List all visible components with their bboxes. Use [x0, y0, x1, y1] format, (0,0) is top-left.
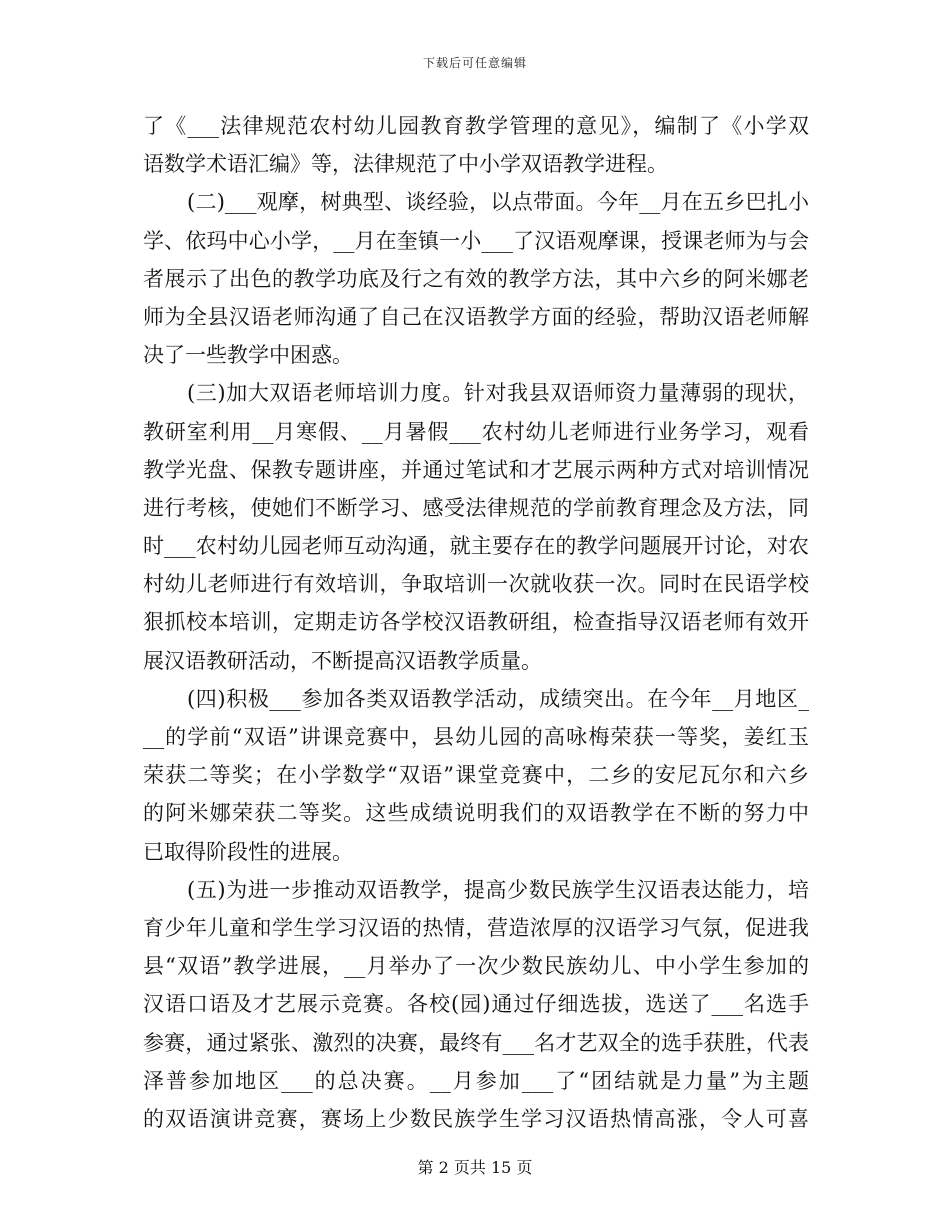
text-line: 的双语演讲竞赛，赛场上少数民族学生学习汉语热情高涨，令人可喜	[143, 1106, 809, 1131]
text-line: 教学光盘、保教专题讲座，并通过笔试和才艺展示两种方式对培训情况	[143, 457, 809, 482]
text-line: 展汉语教研活动，不断提高汉语教学质量。	[143, 648, 542, 673]
text-line: 教研室利用__月寒假、__月暑假___农村幼儿老师进行业务学习，观看	[143, 419, 809, 444]
text-line: 师为全县汉语老师沟通了自己在汉语教学方面的经验，帮助汉语老师解	[143, 304, 809, 329]
text-line: 了《___法律规范农村幼儿园教育教学管理的意见》，编制了《小学双	[143, 114, 809, 138]
text-line: 荣获二等奖；在小学数学“双语”课堂竞赛中，二乡的安尼瓦尔和六乡	[143, 763, 809, 788]
page-footer: 第 2 页共 15 页	[417, 1158, 533, 1177]
text-line: 汉语口语及才艺展示竞赛。各校(园)通过仔细选拔，选送了___名选手	[143, 992, 809, 1017]
paragraph-first-line: (五)为进一步推动双语教学，提高少数民族学生汉语表达能力，培	[187, 877, 809, 902]
text-line: 决了一些教学中困惑。	[143, 343, 353, 368]
document-body	[143, 107, 809, 1138]
text-line: 狠抓校本培训，定期走访各学校汉语教研组，检查指导汉语老师有效开	[143, 610, 809, 635]
paragraph-first-line: (二)___观摩，树典型、谈经验，以点带面。今年__月在五乡巴扎小	[187, 190, 809, 215]
text-line: __的学前“双语”讲课竞赛中，县幼儿园的高咏梅荣获一等奖，姜红玉	[143, 725, 809, 749]
text-line: 学、依玛中心小学，__月在奎镇一小___了汉语观摩课，授课老师为与会	[143, 228, 809, 253]
paragraph-first-line: (三)加大双语老师培训力度。针对我县双语师资力量薄弱的现状，	[187, 381, 809, 406]
text-line: 时___农村幼儿园老师互动沟通，就主要存在的教学问题展开讨论，对农	[143, 534, 809, 559]
text-line: 者展示了出色的教学功底及行之有效的教学方法，其中六乡的阿米娜老	[143, 266, 809, 291]
text-line: 育少年儿童和学生学习汉语的热情，营造浓厚的汉语学习气氛，促进我	[143, 915, 809, 940]
text-line: 村幼儿老师进行有效培训，争取培训一次就收获一次。同时在民语学校	[143, 572, 809, 597]
page-header: 下载后可任意编辑	[422, 56, 527, 70]
text-line: 语数学术语汇编》等，法律规范了中小学双语教学进程。	[143, 152, 668, 177]
text-line: 参赛，通过紧张、激烈的决赛，最终有___名才艺双全的选手获胜，代表	[143, 1030, 809, 1055]
text-line: 进行考核，使她们不断学习、感受法律规范的学前教育理念及方法，同	[143, 495, 809, 520]
text-line: 已取得阶段性的进展。	[143, 839, 353, 864]
paragraph-first-line: (四)积极___参加各类双语教学活动，成绩突出。在今年__月地区_	[187, 686, 809, 711]
text-line: 泽普参加地区___的总决赛。__月参加___了“团结就是力量”为主题	[143, 1068, 809, 1093]
text-line: 县“双语”教学进展，__月举办了一次少数民族幼儿、中小学生参加的	[143, 954, 809, 979]
text-line: 的阿米娜荣获二等奖。这些成绩说明我们的双语教学在不断的努力中	[143, 801, 809, 826]
